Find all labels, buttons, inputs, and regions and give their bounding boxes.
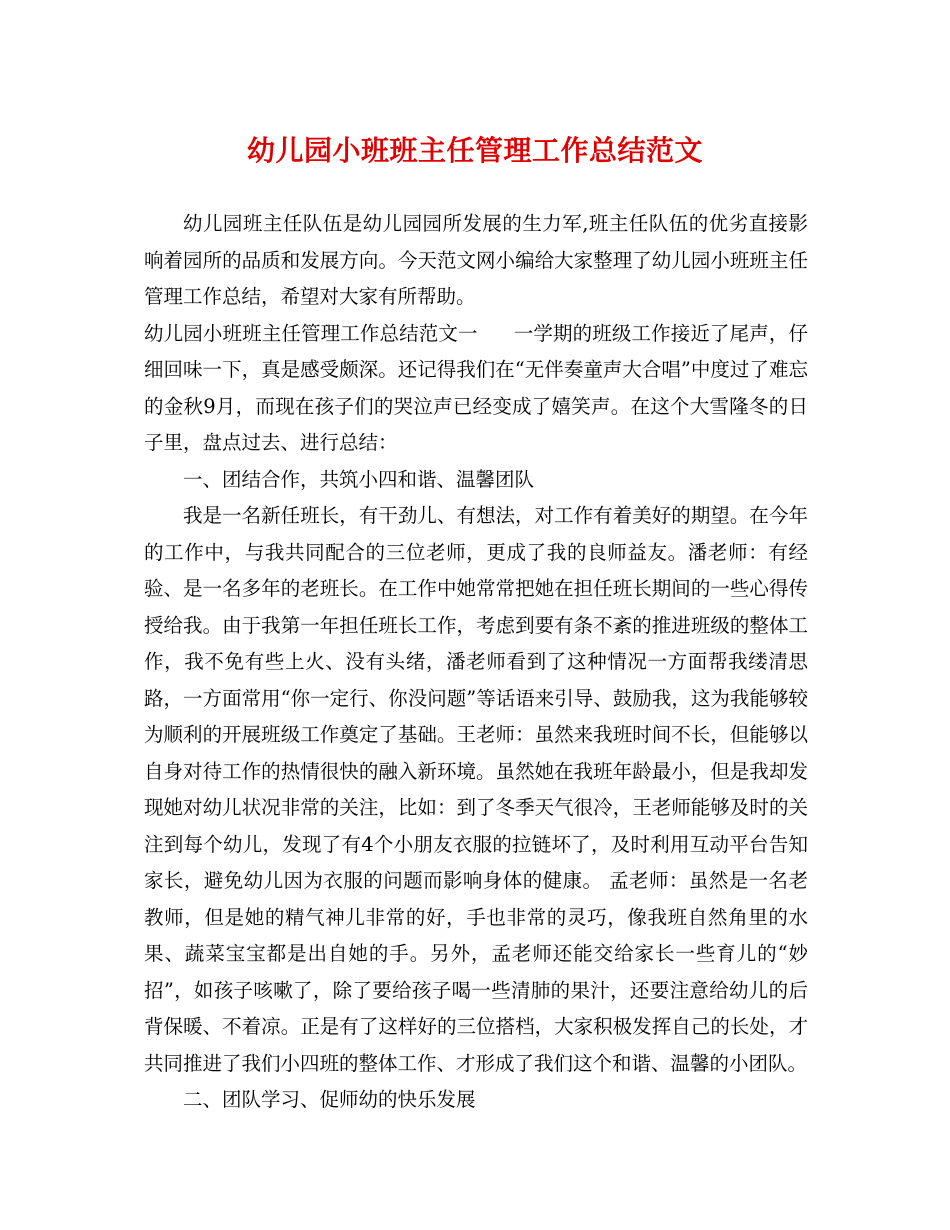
document-body xyxy=(144,206,808,1119)
paragraph-2: 我是一名新任班长，有干劲儿、有想法，对工作有着美好的期望。在今年的工作中，与我共同配合的三位老师，更成了我的良师益友。潘老师：有经验、是一名多年的老班长。在工作中她常常把她在担任班长期间的一些心得传授给我。由于我第一年担任班长工作，考虑到要有条不紊的推进班级的整体工作，我不免有些上火、没有头绪，潘老师看到了这种情况一方面帮我缕清思路，一方面常用“你一定行、你没问题”等话语来引导、鼓励我，这为我能够较为顺利的开展班级工作奠定了基础。王老师：虽然来我班时间不长，但能够以自身对待工作的热情很快的融入新环境。虽然她在我班年龄最小，但是我却发现她对幼儿状况非常的关注，比如：到了冬季天气很冷，王老师能够及时的关注到每个幼儿，发现了有4个小朋友衣服的拉链坏了，及时利用互动平台告知家长，避免幼儿因为衣服的问题而影响身体的健康。 孟老师：虽然是一名老教师，但是她的精气神儿非常的好，手也非常的灵巧，像我班自然角里的水果、蔬菜宝宝都是出自她的手。另外，孟老师还能交给家长一些育儿的“妙招”，如孩子咳嗽了，除了要给孩子喝一些清肺的果汁，还要注意给幼儿的后背保暖、不着凉。正是有了这样好的三位搭档，大家积极发挥自己的长处，才共同推进了我们小四班的整体工作、才形成了我们这个和谐、温馨的小团队。 xyxy=(144,504,808,1075)
heading-2: 二、团队学习、促师幼的快乐发展 xyxy=(183,1088,476,1111)
document-title: 幼儿园小班班主任管理工作总结范文 xyxy=(246,134,703,167)
section-subtitle: 幼儿园小班班主任管理工作总结范文一 xyxy=(144,321,478,345)
section-paragraph xyxy=(144,316,808,462)
intro-paragraph: 幼儿园班主任队伍是幼儿园园所发展的生力军,班主任队伍的优劣直接影响着园所的品质和发展方向。今天范文网小编给大家整理了幼儿园小班班主任管理工作总结，希望对大家有所帮助。 xyxy=(144,212,808,308)
paragraph-1: 一学期的班级工作接近了尾声，仔细回味一下，真是感受颇深。还记得我们在“无伴奏童声大合唱”中度过了难忘的金秋9月，而现在孩子们的哭泣声已经变成了嬉笑声。在这个大雪隆冬的日子里，盘点过去、进行总结： xyxy=(144,321,808,454)
heading-1: 一、团结合作，共筑小四和谐、温馨团队 xyxy=(183,467,535,491)
